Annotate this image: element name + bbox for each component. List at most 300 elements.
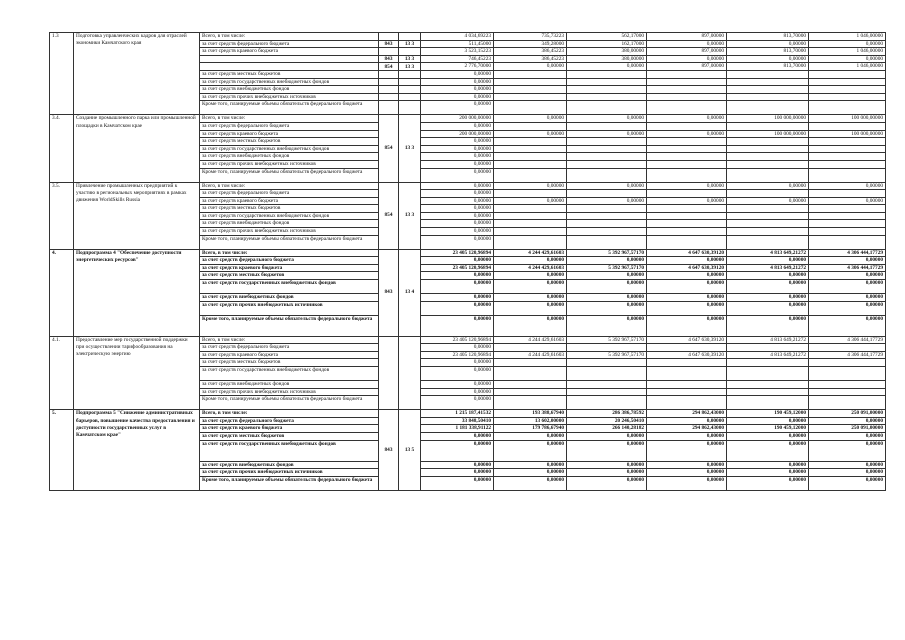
section-number: 3.5. xyxy=(50,182,74,249)
funding-source-label: за счет средств внебюджетных фондов xyxy=(200,153,379,161)
amount-cell: 0,00000 xyxy=(647,315,727,336)
amount-cell xyxy=(727,168,809,182)
amount-cell: 380,00000 xyxy=(567,48,647,56)
funding-source-label: за счет средств государственных внебюджетных фондов xyxy=(200,440,379,461)
amount-cell: 0,00000 xyxy=(421,93,494,101)
amount-cell: 4 647 630,39120 xyxy=(647,249,727,257)
amount-cell: 0,00000 xyxy=(494,469,567,477)
amount-cell: 0,00000 xyxy=(809,315,886,336)
amount-cell: 0,00000 xyxy=(567,280,647,294)
amount-cell xyxy=(727,359,809,367)
amount-cell xyxy=(647,168,727,182)
amount-cell: 0,00000 xyxy=(494,182,567,190)
amount-cell: 1 046,00000 xyxy=(809,63,886,71)
amount-cell xyxy=(567,78,647,86)
funding-source-label: Кроме того, планируемые объемы обязательств федерального бюджета xyxy=(200,396,379,410)
amount-cell: 897,00000 xyxy=(647,63,727,71)
amount-cell xyxy=(494,235,567,249)
amount-cell xyxy=(809,367,886,381)
amount-cell: 0,00000 xyxy=(809,257,886,265)
amount-cell: 0,00000 xyxy=(421,190,494,198)
ministry-code xyxy=(379,86,399,94)
amount-cell xyxy=(494,70,567,78)
amount-cell xyxy=(809,145,886,153)
section-name: Подготовка управленческих кадров для отраслей экономики Камчатского края xyxy=(74,33,200,115)
amount-cell xyxy=(727,381,809,389)
program-code: 13 3 xyxy=(399,40,421,48)
amount-cell: 0,00000 xyxy=(421,315,494,336)
amount-cell xyxy=(647,93,727,101)
amount-cell: 4 244 429,61603 xyxy=(494,351,567,359)
amount-cell: 4 244 429,61603 xyxy=(494,249,567,257)
amount-cell xyxy=(809,344,886,352)
amount-cell: 0,00000 xyxy=(494,432,567,440)
amount-cell: 0,00000 xyxy=(421,367,494,381)
amount-cell: 0,00000 xyxy=(647,40,727,48)
amount-cell: 0,00000 xyxy=(809,417,886,425)
amount-cell xyxy=(494,212,567,220)
amount-cell: 0,00000 xyxy=(494,461,567,469)
amount-cell: 0,00000 xyxy=(809,469,886,477)
amount-cell xyxy=(647,359,727,367)
amount-cell xyxy=(647,344,727,352)
amount-cell xyxy=(494,153,567,161)
amount-cell: 0,00000 xyxy=(494,294,567,302)
amount-cell: 13 602,00000 xyxy=(494,417,567,425)
amount-cell: 4 244 429,61603 xyxy=(494,336,567,344)
amount-cell: 0,00000 xyxy=(421,301,494,315)
amount-cell xyxy=(647,205,727,213)
amount-cell xyxy=(494,78,567,86)
amount-cell xyxy=(494,138,567,146)
funding-source-label: за счет средств федерального бюджета xyxy=(200,417,379,425)
amount-cell: 0,00000 xyxy=(421,138,494,146)
amount-cell: 193 388,67940 xyxy=(494,410,567,418)
amount-cell: 0,00000 xyxy=(727,476,809,490)
amount-cell xyxy=(494,160,567,168)
amount-cell: 0,00000 xyxy=(421,182,494,190)
amount-cell: 386,45223 xyxy=(494,55,567,63)
amount-cell: 0,00000 xyxy=(494,476,567,490)
amount-cell: 0,00000 xyxy=(727,197,809,205)
ministry-code xyxy=(379,336,399,410)
funding-source-label: за счет средств внебюджетных фондов xyxy=(200,294,379,302)
amount-cell: 4 813 649,21272 xyxy=(727,336,809,344)
amount-cell xyxy=(567,190,647,198)
amount-cell xyxy=(727,212,809,220)
amount-cell: 0,00000 xyxy=(494,63,567,71)
amount-cell: 1 181 338,91122 xyxy=(421,425,494,433)
amount-cell: 0,00000 xyxy=(567,257,647,265)
amount-cell xyxy=(809,388,886,396)
amount-cell xyxy=(494,228,567,236)
amount-cell: 0,00000 xyxy=(421,469,494,477)
amount-cell: 0,00000 xyxy=(421,381,494,389)
amount-cell: 100 000,00000 xyxy=(727,130,809,138)
amount-cell: 0,00000 xyxy=(567,130,647,138)
amount-cell: 0,00000 xyxy=(494,272,567,280)
amount-cell: 0,00000 xyxy=(421,220,494,228)
amount-cell xyxy=(567,101,647,115)
amount-cell xyxy=(494,205,567,213)
amount-cell xyxy=(567,93,647,101)
amount-cell xyxy=(809,205,886,213)
funding-source-label: за счет средств местных бюджетов xyxy=(200,272,379,280)
amount-cell: 0,00000 xyxy=(567,301,647,315)
funding-source-label: за счет средств государственных внебюджетных фондов xyxy=(200,145,379,153)
amount-cell: 0,00000 xyxy=(421,257,494,265)
amount-cell: 4 306 444,17729 xyxy=(809,351,886,359)
funding-source-label: за счет средств внебюджетных фондов xyxy=(200,381,379,389)
amount-cell: 4 306 444,17729 xyxy=(809,336,886,344)
funding-source-label: за счет средств краевого бюджета xyxy=(200,130,379,138)
amount-cell xyxy=(647,235,727,249)
funding-source-label: за счет средств внебюджетных фондов xyxy=(200,86,379,94)
amount-cell: 3 523,15223 xyxy=(421,48,494,56)
amount-cell xyxy=(727,101,809,115)
amount-cell: 100 000,00000 xyxy=(809,115,886,123)
program-code xyxy=(399,86,421,94)
amount-cell: 0,00000 xyxy=(494,315,567,336)
amount-cell xyxy=(809,78,886,86)
amount-cell: 5 392 967,57170 xyxy=(567,351,647,359)
amount-cell: 0,00000 xyxy=(647,197,727,205)
program-code xyxy=(399,78,421,86)
amount-cell: 0,00000 xyxy=(809,280,886,294)
amount-cell: 0,00000 xyxy=(809,461,886,469)
amount-cell: 0,00000 xyxy=(647,461,727,469)
funding-source-label: Кроме того, планируемые объемы обязательств федерального бюджета xyxy=(200,476,379,490)
section-number: 5. xyxy=(50,410,74,491)
amount-cell xyxy=(809,153,886,161)
amount-cell: 562,17000 xyxy=(567,33,647,41)
amount-cell: 0,00000 xyxy=(421,153,494,161)
amount-cell xyxy=(647,190,727,198)
amount-cell xyxy=(809,138,886,146)
amount-cell xyxy=(567,388,647,396)
amount-cell xyxy=(727,388,809,396)
ministry-code: 843 xyxy=(379,249,399,336)
amount-cell xyxy=(647,138,727,146)
amount-cell: 0,00000 xyxy=(809,197,886,205)
ministry-code: 854 xyxy=(379,182,399,249)
funding-source-label: за счет средств государственных внебюджетных фондов xyxy=(200,367,379,381)
amount-cell: 0,00000 xyxy=(421,205,494,213)
table-row xyxy=(50,249,886,257)
amount-cell xyxy=(647,220,727,228)
amount-cell: 0,00000 xyxy=(647,432,727,440)
amount-cell: 813,70000 xyxy=(727,33,809,41)
section-number: 1.3 xyxy=(50,33,74,115)
program-code: 13 5 xyxy=(399,410,421,491)
amount-cell xyxy=(494,396,567,410)
amount-cell xyxy=(727,367,809,381)
funding-source-label: Кроме того, планируемые объемы обязательств федерального бюджета xyxy=(200,168,379,182)
amount-cell: 897,00000 xyxy=(647,48,727,56)
amount-cell: 4 813 649,21272 xyxy=(727,249,809,257)
amount-cell: 0,00000 xyxy=(727,40,809,48)
amount-cell: 0,00000 xyxy=(494,115,567,123)
amount-cell: 190 459,12000 xyxy=(727,410,809,418)
amount-cell: 1 046,00000 xyxy=(809,33,886,41)
amount-cell xyxy=(727,153,809,161)
amount-cell: 0,00000 xyxy=(421,272,494,280)
amount-cell: 0,00000 xyxy=(494,301,567,315)
amount-cell: 162,17000 xyxy=(567,40,647,48)
funding-source-label: за счет средств краевого бюджета xyxy=(200,264,379,272)
amount-cell: 0,00000 xyxy=(727,294,809,302)
ministry-code xyxy=(379,33,399,41)
amount-cell xyxy=(567,205,647,213)
amount-cell: 0,00000 xyxy=(421,145,494,153)
amount-cell: 0,00000 xyxy=(494,257,567,265)
amount-cell: 0,00000 xyxy=(421,70,494,78)
ministry-code xyxy=(379,101,399,115)
program-code xyxy=(399,101,421,115)
amount-cell: 0,00000 xyxy=(809,272,886,280)
amount-cell xyxy=(809,235,886,249)
amount-cell xyxy=(809,86,886,94)
program-code: 13 3 xyxy=(399,182,421,249)
amount-cell xyxy=(647,70,727,78)
amount-cell: 0,00000 xyxy=(421,476,494,490)
amount-cell: 250 091,00000 xyxy=(809,410,886,418)
amount-cell: 0,00000 xyxy=(421,388,494,396)
amount-cell: 0,00000 xyxy=(567,197,647,205)
section-number: 3.4. xyxy=(50,115,74,182)
funding-source-label: за счет средств местных бюджетов xyxy=(200,432,379,440)
amount-cell: 0,00000 xyxy=(647,301,727,315)
amount-cell: 0,00000 xyxy=(809,432,886,440)
amount-cell: 735,73223 xyxy=(494,33,567,41)
funding-source-label: Всего, в том числе: xyxy=(200,182,379,190)
amount-cell: 0,00000 xyxy=(727,301,809,315)
program-code: 13 4 xyxy=(399,249,421,336)
amount-cell xyxy=(494,190,567,198)
funding-source-label: за счет средств прочих внебюджетных источников xyxy=(200,160,379,168)
amount-cell: 0,00000 xyxy=(567,469,647,477)
amount-cell: 0,00000 xyxy=(647,55,727,63)
budget-table-sheet xyxy=(49,32,885,491)
funding-source-label: за счет средств внебюджетных фондов xyxy=(200,461,379,469)
amount-cell: 0,00000 xyxy=(421,432,494,440)
amount-cell: 813,70000 xyxy=(727,48,809,56)
funding-source-label: за счет средств государственных внебюджетных фондов xyxy=(200,78,379,86)
amount-cell: 0,00000 xyxy=(727,417,809,425)
amount-cell: 23 405 120,96894 xyxy=(421,336,494,344)
amount-cell: 5 392 967,57170 xyxy=(567,336,647,344)
amount-cell: 0,00000 xyxy=(567,294,647,302)
funding-source-label: за счет средств внебюджетных фондов xyxy=(200,220,379,228)
program-code: 13 3 xyxy=(399,115,421,182)
amount-cell: 0,00000 xyxy=(421,212,494,220)
amount-cell xyxy=(647,396,727,410)
amount-cell: 0,00000 xyxy=(421,168,494,182)
amount-cell xyxy=(809,396,886,410)
amount-cell: 0,00000 xyxy=(809,55,886,63)
section-number: 4.1. xyxy=(50,336,74,410)
funding-source-label: Всего, в том числе: xyxy=(200,410,379,418)
program-code: 13 3 xyxy=(399,63,421,71)
amount-cell xyxy=(494,86,567,94)
amount-cell xyxy=(567,70,647,78)
amount-cell: 294 862,43000 xyxy=(647,425,727,433)
amount-cell: 0,00000 xyxy=(421,78,494,86)
funding-source-label: за счет средств прочих внебюджетных источников xyxy=(200,93,379,101)
ministry-code xyxy=(379,78,399,86)
amount-cell: 286 386,78592 xyxy=(567,410,647,418)
funding-source-label: Кроме того, планируемые объемы обязательств федерального бюджета xyxy=(200,235,379,249)
amount-cell xyxy=(647,367,727,381)
amount-cell xyxy=(809,160,886,168)
amount-cell: 0,00000 xyxy=(727,280,809,294)
funding-source-label: Всего, в том числе: xyxy=(200,336,379,344)
amount-cell xyxy=(727,78,809,86)
amount-cell: 746,45223 xyxy=(421,55,494,63)
amount-cell xyxy=(809,381,886,389)
amount-cell: 200 000,00000 xyxy=(421,130,494,138)
amount-cell: 0,00000 xyxy=(727,272,809,280)
funding-source-label: за счет средств федерального бюджета xyxy=(200,190,379,198)
amount-cell: 4 813 649,21272 xyxy=(727,351,809,359)
program-code: 13 3 xyxy=(399,55,421,63)
funding-source-label: за счет средств федерального бюджета xyxy=(200,257,379,265)
funding-source-label: за счет средств федерального бюджета xyxy=(200,40,379,48)
amount-cell: 179 786,67940 xyxy=(494,425,567,433)
amount-cell: 0,00000 xyxy=(647,130,727,138)
amount-cell xyxy=(727,344,809,352)
funding-source-label: за счет средств федерального бюджета xyxy=(200,122,379,130)
amount-cell: 0,00000 xyxy=(421,280,494,294)
amount-cell: 0,00000 xyxy=(421,396,494,410)
funding-source-label: за счет средств краевого бюджета xyxy=(200,425,379,433)
amount-cell xyxy=(494,168,567,182)
amount-cell xyxy=(494,220,567,228)
amount-cell: 100 000,00000 xyxy=(727,115,809,123)
funding-source-label: за счет средств прочих внебюджетных источников xyxy=(200,469,379,477)
funding-source-label: за счет средств прочих внебюджетных источников xyxy=(200,388,379,396)
amount-cell xyxy=(727,93,809,101)
section-name: Подпрограмма 5 "Снижение административных барьеров, повышение качества предоставления и доступности государственных услуг в Камчатском крае" xyxy=(74,410,200,491)
table-row xyxy=(50,410,886,418)
amount-cell xyxy=(727,160,809,168)
amount-cell: 0,00000 xyxy=(647,115,727,123)
amount-cell xyxy=(809,122,886,130)
table-row xyxy=(50,336,886,344)
funding-source-label: за счет средств местных бюджетов xyxy=(200,138,379,146)
amount-cell: 0,00000 xyxy=(494,280,567,294)
amount-cell xyxy=(494,381,567,389)
amount-cell xyxy=(567,359,647,367)
amount-cell: 5 392 967,57170 xyxy=(567,249,647,257)
amount-cell: 250 091,00000 xyxy=(809,425,886,433)
amount-cell xyxy=(567,220,647,228)
amount-cell: 33 848,50410 xyxy=(421,417,494,425)
funding-source-label xyxy=(200,63,379,71)
table-body xyxy=(50,33,886,491)
amount-cell: 20 246,50410 xyxy=(567,417,647,425)
amount-cell xyxy=(727,70,809,78)
amount-cell: 0,00000 xyxy=(727,432,809,440)
amount-cell: 23 405 120,96894 xyxy=(421,351,494,359)
amount-cell: 0,00000 xyxy=(567,315,647,336)
amount-cell xyxy=(567,212,647,220)
amount-cell: 0,00000 xyxy=(567,476,647,490)
amount-cell xyxy=(809,359,886,367)
amount-cell xyxy=(727,138,809,146)
amount-cell: 0,00000 xyxy=(647,469,727,477)
amount-cell xyxy=(567,381,647,389)
section-name: Создание промышленного парка или промышленной площадки в Камчатском крае xyxy=(74,115,200,182)
amount-cell: 0,00000 xyxy=(647,280,727,294)
amount-cell: 4 647 630,39120 xyxy=(647,351,727,359)
amount-cell xyxy=(809,212,886,220)
table-row xyxy=(50,182,886,190)
program-code xyxy=(399,70,421,78)
funding-source-label: Кроме того, планируемые объемы обязательств федерального бюджета xyxy=(200,101,379,115)
amount-cell: 0,00000 xyxy=(647,272,727,280)
amount-cell xyxy=(567,228,647,236)
funding-source-label: за счет средств государственных внебюджетных фондов xyxy=(200,212,379,220)
amount-cell: 5 392 967,57170 xyxy=(567,264,647,272)
ministry-code xyxy=(379,93,399,101)
amount-cell: 0,00000 xyxy=(567,272,647,280)
amount-cell xyxy=(494,367,567,381)
amount-cell: 0,00000 xyxy=(421,122,494,130)
table-row xyxy=(50,33,886,41)
ministry-code: 843 xyxy=(379,410,399,491)
amount-cell xyxy=(567,145,647,153)
amount-cell xyxy=(567,138,647,146)
amount-cell: 23 405 120,96894 xyxy=(421,249,494,257)
amount-cell xyxy=(494,359,567,367)
program-code xyxy=(399,48,421,56)
amount-cell: 4 813 649,21272 xyxy=(727,264,809,272)
amount-cell: 0,00000 xyxy=(647,476,727,490)
amount-cell: 813,70000 xyxy=(727,63,809,71)
amount-cell xyxy=(727,145,809,153)
amount-cell: 0,00000 xyxy=(809,40,886,48)
amount-cell: 0,00000 xyxy=(567,63,647,71)
amount-cell: 0,00000 xyxy=(421,359,494,367)
amount-cell xyxy=(567,235,647,249)
funding-source-label: за счет средств краевого бюджета xyxy=(200,48,379,56)
amount-cell: 0,00000 xyxy=(421,101,494,115)
funding-source-label: Всего, в том числе: xyxy=(200,249,379,257)
amount-cell xyxy=(567,168,647,182)
ministry-code xyxy=(379,70,399,78)
amount-cell: 0,00000 xyxy=(727,257,809,265)
amount-cell xyxy=(494,101,567,115)
amount-cell: 897,00000 xyxy=(647,33,727,41)
funding-source-label: за счет средств краевого бюджета xyxy=(200,197,379,205)
amount-cell: 0,00000 xyxy=(809,476,886,490)
amount-cell: 511,45000 xyxy=(421,40,494,48)
amount-cell xyxy=(494,145,567,153)
funding-source-label: за счет средств местных бюджетов xyxy=(200,70,379,78)
amount-cell xyxy=(647,86,727,94)
amount-cell: 0,00000 xyxy=(647,440,727,461)
amount-cell xyxy=(647,145,727,153)
funding-source-label: за счет средств федерального бюджета xyxy=(200,344,379,352)
amount-cell: 380,00000 xyxy=(567,55,647,63)
amount-cell: 4 244 429,61603 xyxy=(494,264,567,272)
amount-cell xyxy=(494,344,567,352)
amount-cell: 1 215 187,41532 xyxy=(421,410,494,418)
amount-cell xyxy=(727,220,809,228)
amount-cell xyxy=(647,228,727,236)
amount-cell: 23 405 120,96894 xyxy=(421,264,494,272)
